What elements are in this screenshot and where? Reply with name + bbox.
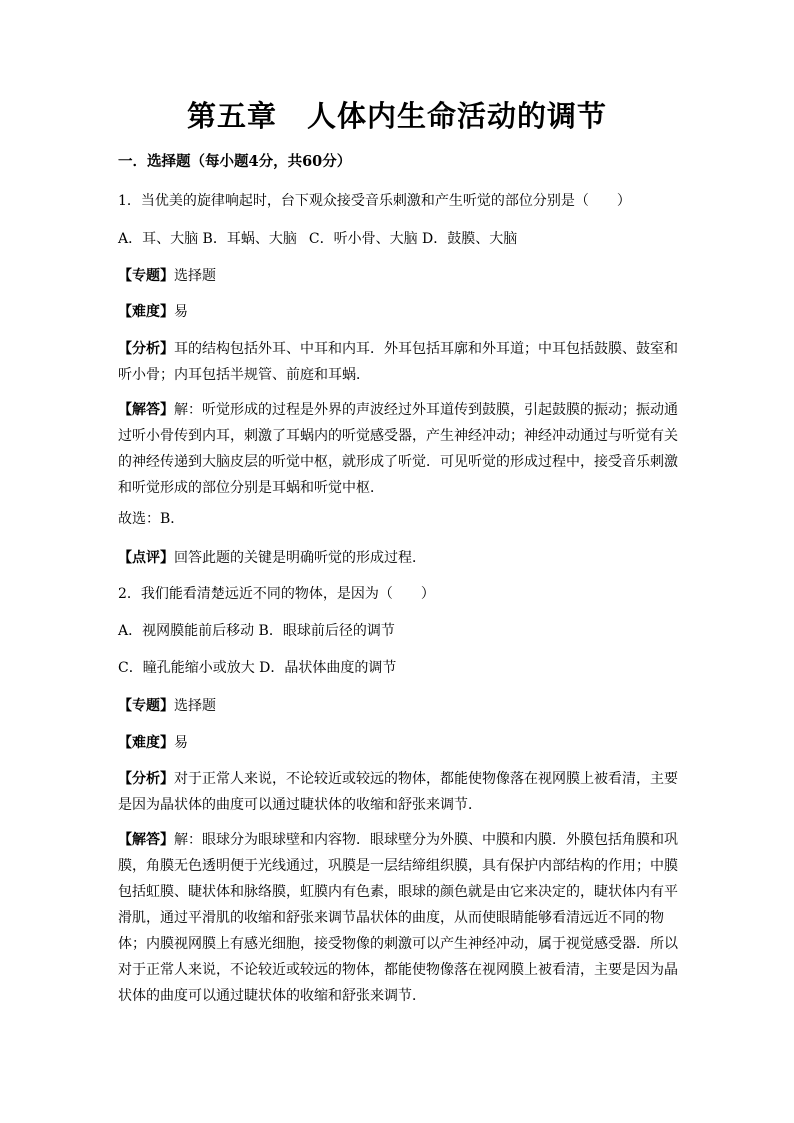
q2-answer — [118, 827, 688, 1009]
q2-difficulty-tag: 【难度】 — [118, 735, 174, 751]
q1-answer-tag: 【解答】 — [118, 402, 174, 418]
q1-comment-tag: 【点评】 — [118, 550, 174, 566]
page-title — [0, 96, 794, 136]
q1-analysis-tag: 【分析】 — [118, 341, 174, 357]
q2-analysis — [118, 766, 688, 818]
q1-options-cd: C．听小骨、大脑 D．鼓膜、大脑 — [308, 231, 518, 247]
q1-choice: 故选：B． — [118, 511, 185, 527]
q2-answer-tag: 【解答】 — [118, 832, 174, 848]
q1-options-line1 — [118, 226, 688, 252]
q1-difficulty-value: 易 — [174, 304, 188, 320]
q2-topic-tag: 【专题】 — [118, 698, 174, 714]
q1-difficulty-tag: 【难度】 — [118, 304, 174, 320]
q1-answer — [118, 397, 688, 501]
q1-analysis — [118, 336, 688, 388]
q1-topic — [118, 263, 688, 289]
q2-analysis-tag: 【分析】 — [118, 771, 174, 787]
q1-analysis-text: 耳的结构包括外耳、中耳和内耳．外耳包括耳廓和外耳道；中耳包括鼓膜、鼓室和听小骨；内耳包括半规管、前庭和耳蜗． — [118, 341, 678, 383]
q1-topic-tag: 【专题】 — [118, 268, 174, 284]
q2-options-ab: A．视网膜能前后移动 B．眼球前后径的调节 — [118, 623, 395, 639]
q1-topic-value: 选择题 — [174, 268, 216, 284]
q2-topic — [118, 693, 688, 719]
q1-comment-text: 回答此题的关键是明确听觉的形成过程． — [174, 550, 426, 566]
q2-stem: 2．我们能看清楚远近不同的物体，是因为（ ） — [118, 586, 435, 602]
q1-answer-text: 解：听觉形成的过程是外界的声波经过外耳道传到鼓膜，引起鼓膜的振动；振动通过听小骨传到内耳，刺激了耳蜗内的听觉感受器，产生神经冲动；神经冲动通过与听觉有关的神经传递到大脑皮层的听觉中枢，就形成了听觉．可见听觉的形成过程中，接受音乐刺激和听觉形成的部位分别是耳蜗和听觉中枢． — [118, 402, 678, 496]
q1-options-ab: A．耳、大脑 B．耳蜗、大脑 — [118, 231, 297, 247]
q1-difficulty — [118, 299, 688, 325]
q2-difficulty — [118, 730, 688, 756]
section-heading: 一．选择题（每小题4分，共60分） — [118, 153, 352, 170]
q2-topic-value: 选择题 — [174, 698, 216, 714]
q2-difficulty-value: 易 — [174, 735, 188, 751]
q1-comment — [118, 545, 688, 571]
q2-options-cd: C．瞳孔能缩小或放大 D．晶状体曲度的调节 — [118, 660, 397, 676]
chapter-name: 人体内生命活动的调节 — [307, 99, 608, 133]
q2-analysis-text: 对于正常人来说，不论较近或较远的物体，都能使物像落在视网膜上被看清，主要是因为晶状体的曲度可以通过睫状体的收缩和舒张来调节． — [118, 771, 678, 813]
chapter-number: 第五章 — [186, 99, 277, 133]
q2-answer-text: 解：眼球分为眼球壁和内容物．眼球壁分为外膜、中膜和内膜．外膜包括角膜和巩膜，角膜无色透明便于光线通过，巩膜是一层结缔组织膜，具有保护内部结构的作用；中膜包括虹膜、睫状体和脉络膜，虹膜内有色素，眼球的颜色就是由它来决定的，睫状体内有平滑肌，通过平滑肌的收缩和舒张来调节晶状体的曲度，从而使眼睛能够看清远近不同的物体；内膜视网膜上有感光细胞，接受物像的刺激可以产生神经冲动，属于视觉感受器．所以对于正常人来说，不论较近或较远的物体，都能使物像落在视网膜上被看清，主要是因为晶状体的曲度可以通过睫状体的收缩和舒张来调节． — [118, 832, 678, 1004]
q1-stem: 1．当优美的旋律响起时，台下观众接受音乐刺激和产生听觉的部位分别是（ ） — [118, 193, 631, 209]
